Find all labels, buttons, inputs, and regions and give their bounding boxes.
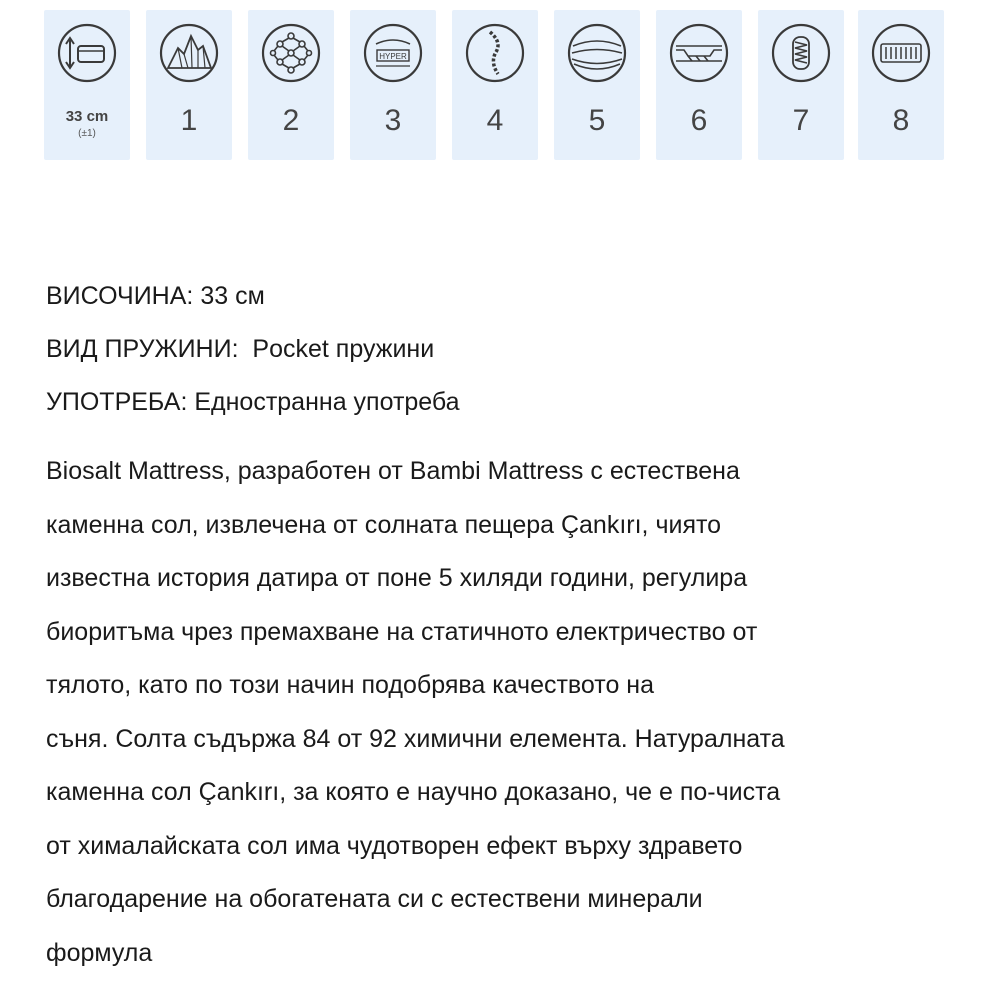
product-description xyxy=(46,445,946,980)
spec-value: 33 см xyxy=(200,282,265,310)
description-line: тялото, като по този начин подобрява качеството на xyxy=(46,671,655,699)
pocket-spring-icon xyxy=(770,22,832,84)
mountain-salt-icon xyxy=(158,22,220,84)
feature-card-5 xyxy=(554,10,640,160)
feature-icon-strip xyxy=(44,10,944,160)
spec-value: Едностранна употреба xyxy=(194,388,460,416)
feature-card-6 xyxy=(656,10,742,160)
height-tolerance: (±1) xyxy=(78,128,96,139)
feature-card-8 xyxy=(858,10,944,160)
hyper-label: HYPER xyxy=(379,52,407,61)
description-line: от хималайската сол има чудотворен ефект върху здравето xyxy=(46,831,743,860)
description-line: формула xyxy=(46,938,153,967)
spine-icon xyxy=(464,22,526,84)
spec-spring-type xyxy=(46,323,946,376)
description-line: каменна сол Çankırı, за която е научно доказано, че е по-чиста xyxy=(46,778,781,806)
feature-card-height xyxy=(44,10,130,160)
spec-label: ВИД ПРУЖИНИ: xyxy=(46,335,239,363)
feature-card-2 xyxy=(248,10,334,160)
layered-mattress-icon xyxy=(668,22,730,84)
spec-usage xyxy=(46,376,946,429)
spec-label: ВИСОЧИНА: xyxy=(46,282,194,310)
feature-number: 6 xyxy=(690,104,708,137)
molecule-icon xyxy=(260,22,322,84)
spec-label: УПОТРЕБА: xyxy=(46,388,188,416)
description-line: биоритъма чрез премахване на статичното електричество от xyxy=(46,617,758,646)
feature-number: 4 xyxy=(486,104,504,137)
feature-number: 2 xyxy=(282,104,300,137)
feature-card-1 xyxy=(146,10,232,160)
feature-card-7 xyxy=(758,10,844,160)
spec-list xyxy=(46,270,946,429)
spring-grid-icon xyxy=(870,22,932,84)
feature-number: 8 xyxy=(892,104,910,137)
spec-value: Pocket пружини xyxy=(245,335,435,363)
height-icon xyxy=(56,22,118,84)
description-line: Biosalt Mattress, разработен от Bambi Mattress с естествена xyxy=(46,457,740,485)
spec-height xyxy=(46,270,946,323)
description-line: благодарение на обогатената си с естествени минерали xyxy=(46,885,703,913)
feature-number: 1 xyxy=(180,104,198,137)
feature-card-4 xyxy=(452,10,538,160)
description-line: каменна сол, извлечена от солната пещера Çankırı, чиято xyxy=(46,510,722,539)
wave-layers-icon xyxy=(566,22,628,84)
feature-number: 5 xyxy=(588,104,606,137)
description-line: известна история датира от поне 5 хиляди години, регулира xyxy=(46,564,748,592)
feature-card-3 xyxy=(350,10,436,160)
feature-number: 3 xyxy=(384,104,402,137)
hyper-foam-icon xyxy=(362,22,424,84)
feature-number: 7 xyxy=(792,104,810,137)
height-value: 33 cm xyxy=(65,108,109,125)
description-line: съня. Солта съдържа 84 от 92 химични елемента. Натуралната xyxy=(46,724,785,753)
